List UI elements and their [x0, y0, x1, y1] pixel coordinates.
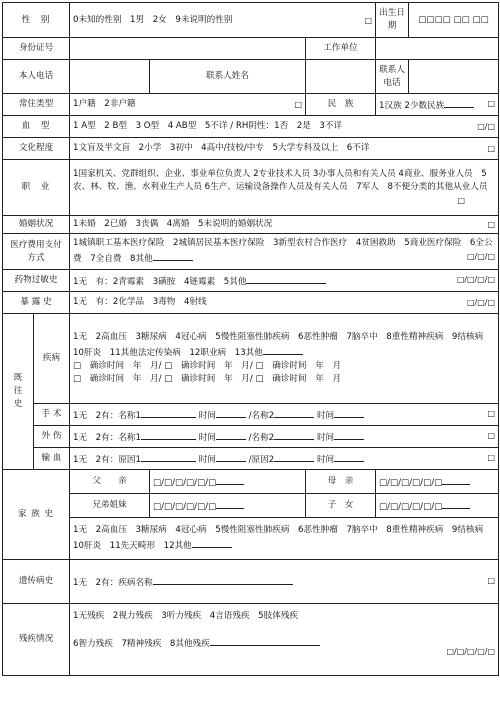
family-options-row — [3, 518, 499, 560]
diagnosis-time-4: 年 月 — [315, 361, 342, 371]
trauma-time2-blank[interactable] — [334, 429, 364, 440]
allergy-other-blank[interactable] — [246, 273, 326, 284]
family-parents-row — [3, 470, 499, 494]
education-options-text: 1文盲及半文盲 2小学 3初中 4高中/技校/中专 5大学专科及以上 6不详 — [73, 143, 370, 153]
surgery-time-label: 时间 — [198, 410, 216, 421]
residence-row — [3, 94, 499, 116]
children-boxes[interactable] — [376, 494, 499, 518]
allergy-options[interactable] — [70, 270, 499, 292]
exposure-checkbox[interactable]: □/□/□ — [466, 298, 496, 307]
allergy-label: 药物过敏史 — [3, 270, 70, 292]
siblings-boxes[interactable] — [150, 494, 306, 518]
birth-date-label: 出生日期 — [376, 3, 409, 38]
transfusion-time1-blank[interactable] — [216, 451, 246, 462]
surgery-checkbox[interactable]: □ — [487, 408, 496, 418]
occupation-options-text: 1国家机关、党群组织、企业、事业单位负责人 2专业技术人员 3办事人员和有关人员 4商业、服务业人员 5农、林、牧、渔、水利业生产人员 6生产、运输设备操作人员及有关人员 7军人 8不便分类的其他从业人员 — [73, 169, 488, 192]
work-unit-field[interactable] — [376, 38, 499, 60]
diagnosis-line-2[interactable] — [73, 373, 495, 386]
ethnicity-options-text: 1汉族 2少数民族 — [379, 100, 445, 111]
family-other-blank[interactable] — [192, 537, 232, 548]
disability-checkbox[interactable]: □/□/□/□/□ — [446, 647, 496, 656]
marital-options-text: 1未婚 2已婚 3丧偶 4离婚 5未说明的婚姻状况 — [73, 219, 273, 229]
trauma-time-label: 时间 — [198, 432, 216, 443]
marital-label: 婚姻状况 — [3, 216, 70, 234]
marital-row — [3, 216, 499, 234]
disability-label: 残疾情况 — [3, 604, 70, 676]
marital-options[interactable] — [70, 216, 499, 234]
occupation-label: 职 业 — [3, 160, 70, 216]
self-phone-label: 本人电话 — [3, 60, 70, 94]
father-label: 父 亲 — [70, 470, 150, 494]
children-label: 子 女 — [306, 494, 376, 518]
education-checkbox[interactable]: □ — [487, 144, 496, 153]
mother-boxes[interactable] — [376, 470, 499, 494]
genetic-options[interactable] — [70, 560, 499, 604]
residence-type-label: 常住类型 — [3, 94, 70, 116]
trauma-name2-blank[interactable] — [274, 429, 314, 440]
father-boxes[interactable] — [150, 470, 306, 494]
disability-other-blank[interactable] — [210, 635, 320, 646]
surgery-text: 1无 2有：名称1 — [73, 410, 141, 421]
diagnosis-time-5: □ 确诊时间 — [73, 374, 125, 384]
gender-row — [3, 3, 499, 38]
history-label-text: 既往史 — [13, 373, 23, 409]
blood-type-checkbox[interactable]: □/□ — [477, 122, 496, 131]
trauma-text: 1无 2有：名称1 — [73, 432, 141, 443]
diagnosis-line-1[interactable] — [73, 360, 495, 373]
transfusion-label: 输 血 — [34, 448, 70, 470]
transfusion-text: 1无 2有：原因1 — [73, 454, 141, 465]
transfusion-time2-blank[interactable] — [334, 451, 364, 462]
transfusion-reason2-blank[interactable] — [274, 451, 314, 462]
diagnosis-time-3: 年 月/ □ 确诊时间 — [224, 361, 307, 371]
residence-options[interactable] — [70, 94, 306, 116]
diagnosis-time-1: □ 确诊时间 — [73, 361, 125, 371]
gender-options-text: 0未知的性别 1男 2女 9未说明的性别 — [73, 14, 233, 25]
diagnosis-time-6: 年 月/ □ 确诊时间 — [132, 374, 216, 384]
payment-checkbox[interactable]: □/□/□ — [466, 252, 496, 261]
trauma-label: 外 伤 — [34, 426, 70, 448]
ethnicity-blank[interactable] — [444, 97, 474, 108]
residence-checkbox[interactable]: □ — [294, 100, 303, 109]
payment-row — [3, 234, 499, 270]
ethnicity-label: 民 族 — [306, 94, 376, 116]
payment-other-blank[interactable] — [153, 250, 193, 261]
education-label: 文化程度 — [3, 138, 70, 160]
ethnicity-checkbox[interactable]: □ — [487, 98, 496, 108]
blood-type-row — [3, 116, 499, 138]
exposure-row — [3, 292, 499, 314]
trauma-name1-blank[interactable] — [141, 429, 196, 440]
disease-other-blank[interactable] — [263, 344, 303, 355]
surgery-time1-blank[interactable] — [216, 407, 246, 418]
surgery-name2-label: /名称2 — [248, 410, 275, 421]
genetic-name-blank[interactable] — [153, 574, 293, 585]
surgery-time2-blank[interactable] — [334, 407, 364, 418]
family-history-label: 家 族 史 — [3, 470, 70, 560]
education-options[interactable] — [70, 138, 499, 160]
trauma-checkbox[interactable]: □ — [487, 430, 496, 440]
mother-boxes-text: □/□/□/□/□/□ — [379, 477, 443, 488]
self-phone-field[interactable] — [70, 60, 150, 94]
allergy-checkbox[interactable]: □/□/□/□ — [456, 274, 496, 284]
transfusion-options[interactable] — [70, 448, 499, 470]
marital-checkbox[interactable]: □ — [487, 220, 496, 229]
birth-date-boxes[interactable]: □□□□ □□ □□ — [409, 3, 499, 38]
blood-type-label: 血 型 — [3, 116, 70, 138]
family-options-text: 1无 2高血压 3糖尿病 4冠心病 5慢性阻塞性肺疾病 6恶性肿瘤 7脑卒中 8重性精神疾病 9结核病 10肝炎 11先天畸形 12其他 — [73, 525, 492, 551]
education-row — [3, 138, 499, 160]
gender-label: 性 别 — [3, 3, 70, 38]
blood-type-options[interactable] — [70, 116, 499, 138]
disease-options[interactable] — [70, 314, 499, 404]
surgery-label: 手 术 — [34, 404, 70, 426]
transfusion-reason2-label: /原因2 — [248, 454, 275, 465]
disability-line-2: 6智力残疾 7精神残疾 8其他残疾 — [73, 639, 210, 649]
history-label — [3, 314, 34, 470]
mother-label: 母 亲 — [306, 470, 376, 494]
contact-name-label: 联系人姓名 — [150, 60, 306, 94]
disease-options-text: 1无 2高血压 3糖尿病 4冠心病 5慢性阻塞性肺疾病 6恶性肿瘤 7脑卒中 8重性精神疾病 9结核病 10肝炎 11其他法定传染病 12职业病 13其他 — [73, 332, 492, 358]
payment-options[interactable] — [70, 234, 499, 270]
genetic-text: 1无 2有：疾病名称 — [73, 577, 153, 588]
disability-options[interactable] — [70, 604, 499, 676]
allergy-options-text: 1无 有：2青霉素 3磺胺 4链霉素 5其他 — [73, 276, 247, 287]
surgery-name1-blank[interactable] — [141, 407, 196, 418]
children-boxes-text: □/□/□/□/□/□ — [379, 501, 443, 512]
surgery-row — [3, 404, 499, 426]
exposure-options-text: 1无 有：2化学品 3毒物 4射线 — [73, 297, 207, 307]
payment-label: 医疗费用支付方式 — [3, 234, 70, 270]
family-siblings-row — [3, 494, 499, 518]
transfusion-row — [3, 448, 499, 470]
trauma-time1-blank[interactable] — [216, 429, 246, 440]
transfusion-time-label: 时间 — [198, 454, 216, 465]
trauma-time2-label: 时间 — [316, 432, 335, 443]
trauma-row — [3, 426, 499, 448]
genetic-row — [3, 560, 499, 604]
contact-phone-field[interactable] — [409, 60, 499, 94]
allergy-row — [3, 270, 499, 292]
ethnicity-options[interactable] — [376, 94, 499, 116]
form-table — [2, 2, 499, 676]
surgery-options[interactable] — [70, 404, 499, 426]
occupation-checkbox[interactable]: □ — [457, 196, 466, 205]
health-record-form — [0, 2, 500, 710]
id-row — [3, 38, 499, 60]
payment-options-text: 1城镇职工基本医疗保险 2城镇居民基本医疗保险 3新型农村合作医疗 4贫困救助 5商业医疗保险 6全公费 7全自费 8其他 — [73, 238, 493, 264]
residence-options-text: 1户籍 2非户籍 — [73, 99, 136, 109]
contact-phone-label: 联系人电话 — [376, 60, 409, 94]
siblings-label: 兄弟姐妹 — [70, 494, 150, 518]
disease-label: 疾病 — [34, 314, 70, 404]
id-number-field[interactable] — [70, 38, 306, 60]
occupation-options[interactable] — [70, 160, 499, 216]
trauma-name2-label: /名称2 — [248, 432, 275, 443]
history-disease-row — [3, 314, 499, 404]
transfusion-checkbox[interactable]: □ — [487, 452, 496, 462]
siblings-boxes-text: □/□/□/□/□/□ — [153, 501, 217, 512]
genetic-checkbox[interactable]: □ — [487, 575, 496, 585]
disability-line-1: 1无残疾 2视力残疾 3听力残疾 4言语残疾 5肢体残疾 — [73, 611, 299, 621]
gender-options[interactable] — [70, 3, 376, 38]
exposure-label: 暴 露 史 — [3, 292, 70, 314]
diagnosis-time-8: 年 月 — [315, 374, 342, 384]
trauma-options[interactable] — [70, 426, 499, 448]
occupation-row — [3, 160, 499, 216]
work-unit-label: 工作单位 — [306, 38, 376, 60]
surgery-name2-blank[interactable] — [274, 407, 314, 418]
diagnosis-time-2: 年 月/ □ 确诊时间 — [132, 361, 216, 371]
id-number-label: 身份证号 — [3, 38, 70, 60]
surgery-time2-label: 时间 — [316, 410, 335, 421]
transfusion-time2-label: 时间 — [316, 454, 335, 465]
disability-row — [3, 604, 499, 676]
contact-name-field[interactable] — [306, 60, 376, 94]
diagnosis-time-7: 年 月/ □ 确诊时间 — [224, 374, 307, 384]
father-boxes-text: □/□/□/□/□/□ — [153, 477, 217, 488]
gender-checkbox[interactable]: □ — [364, 15, 373, 25]
exposure-options[interactable] — [70, 292, 499, 314]
transfusion-reason1-blank[interactable] — [141, 451, 196, 462]
phone-row — [3, 60, 499, 94]
blood-type-options-text: 1 A型 2 B型 3 O型 4 AB型 5不详 / RH阴性：1否 2是 3不详 — [73, 121, 343, 131]
genetic-label: 遗传病史 — [3, 560, 70, 604]
family-options[interactable] — [70, 518, 499, 560]
